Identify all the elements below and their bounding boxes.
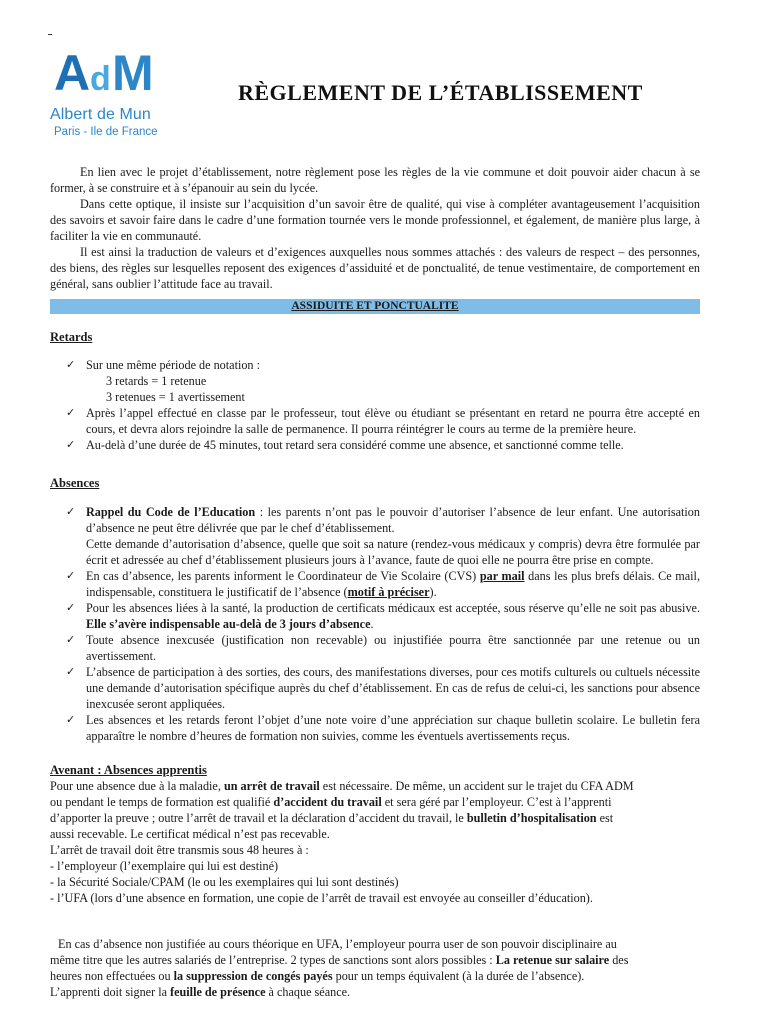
- emphasis: Elle s’avère indispensable au-delà de 3 jours d’absence: [86, 617, 371, 631]
- text-span: ou pendant le temps de formation est qualifié: [50, 795, 274, 809]
- adm-logo-mark: [54, 42, 170, 102]
- text-span: heures non effectuées ou: [50, 969, 174, 983]
- text-span: est: [596, 811, 614, 825]
- scan-mark: [48, 34, 52, 35]
- text-line: [50, 968, 700, 984]
- list-item-text: [86, 600, 700, 632]
- logo-letter-a: A: [54, 45, 91, 101]
- text-span: : les parents n’ont pas le pouvoir d’autoriser l’absence de leur enfant. Une autorisation d’absence ne peut être délivrée que par le chef d’établissement.: [86, 505, 700, 535]
- checkmark-icon: ✓: [66, 569, 76, 582]
- absences-heading: Absences: [50, 476, 100, 490]
- section-banner-label: ASSIDUITE ET PONCTUALITE: [291, 300, 459, 312]
- text-span: des: [609, 953, 629, 967]
- checkmark-icon: ✓: [66, 665, 76, 678]
- list-item-text: [86, 568, 700, 600]
- text-line: [50, 984, 700, 1000]
- code-education-label: Rappel du Code de l’Education: [86, 505, 256, 519]
- text-span: pour un temps équivalent (à la durée de l’absence).: [332, 969, 585, 983]
- absences-list: [66, 504, 700, 744]
- list-item-text: Toute absence inexcusée (justification non recevable) ou injustifiée pourra être sanctionnée par une retenue ou un avertissement.: [86, 633, 700, 663]
- checkmark-icon: ✓: [66, 633, 76, 646]
- text-span: .: [370, 617, 374, 631]
- list-item-text: Sur une même période de notation :: [86, 358, 260, 372]
- sub-item: 3 retards = 1 retenue: [106, 374, 207, 388]
- checkmark-icon: ✓: [66, 358, 76, 371]
- list-item-text: Au-delà d’une durée de 45 minutes, tout retard sera considéré comme une absence, et sanctionné comme telle.: [86, 438, 624, 452]
- text-span: d’apporter la preuve ; outre l’arrêt de travail et la déclaration d’accident du travail, le: [50, 811, 467, 825]
- list-item-text: [86, 504, 700, 536]
- checkmark-icon: ✓: [66, 438, 76, 451]
- text-line: - la Sécurité Sociale/CPAM (le ou les exemplaires qui lui sont destinés): [50, 875, 399, 889]
- text-span: dans les plus brefs délais. Ce mail, indispensable, constituera le justificatif de l’absence (: [86, 569, 700, 599]
- intro-paragraph: Dans cette optique, il insiste sur l’acquisition d’un savoir être de qualité, qui vise à compléter avantageusement l’acquisition des savoirs et savoir faire dans le cadre d’une formation tournée vers le monde professionnel, et également, de manière plus large, à faciliter la vie en communauté.: [50, 197, 700, 243]
- text-line: L’arrêt de travail doit être transmis sous 48 heures à :: [50, 843, 309, 857]
- text-span: même titre que les autres salariés de l’entreprise. 2 types de sanctions sont alors possibles :: [50, 953, 496, 967]
- text-span: à chaque séance.: [265, 985, 351, 999]
- logo-name: Albert de Mun: [50, 106, 151, 123]
- checkmark-icon: ✓: [66, 406, 76, 419]
- page-title: RÈGLEMENT DE L’ÉTABLISSEMENT: [238, 80, 643, 105]
- intro-text: [50, 164, 700, 292]
- emphasis: la suppression de congés payés: [173, 969, 333, 983]
- avenant-heading: Avenant : Absences apprentis: [50, 763, 207, 777]
- text-span: En cas d’absence, les parents informent le Coordinateur de Vie Scolaire (CVS): [86, 569, 480, 583]
- text-span: est nécessaire. De même, un accident sur le trajet du CFA ADM: [319, 779, 634, 793]
- text-line: - l’employeur (l’exemplaire qui lui est destiné): [50, 859, 279, 873]
- checkmark-icon: ✓: [66, 601, 76, 614]
- adm-logo: [50, 42, 175, 147]
- text-span: Pour une absence due à la maladie,: [50, 779, 224, 793]
- text-line: [50, 794, 700, 810]
- checkmark-icon: ✓: [66, 713, 76, 726]
- logo-subtitle: Paris - Ile de France: [54, 126, 158, 138]
- list-item-text: Les absences et les retards feront l’objet d’une note voire d’une appréciation sur chaque bulletin scolaire. Le bulletin fera apparaître le nombre d’heures de formation non suivies, comme les éventuels avertissements reçus.: [86, 713, 700, 743]
- text-span: Pour les absences liées à la santé, la production de certificats médicaux est acceptée, sous réserve qu’elle ne soit pas abusive.: [86, 601, 700, 615]
- checkmark-icon: ✓: [66, 505, 76, 518]
- emphasis: La retenue sur salaire: [495, 953, 610, 967]
- list-item-text: L’absence de participation à des sorties, des cours, des manifestations diverses, pour ces motifs culturels ou cultuels nécessite une demande d’autorisation spécifique auprès du chef d’établissement. En cas de refus de celui-ci, les sanctions pour absence inexcusée seront appliquées.: [86, 665, 700, 711]
- emphasis: par mail: [479, 569, 525, 583]
- apprentice-sanctions: [50, 936, 700, 1000]
- list-item: [66, 664, 700, 712]
- text-line: [50, 810, 700, 826]
- text-line: [50, 778, 700, 794]
- emphasis: feuille de présence: [170, 985, 266, 999]
- list-item: [66, 632, 700, 664]
- text-line: aussi recevable. Le certificat médical n’est pas recevable.: [50, 827, 330, 841]
- section-banner: [50, 299, 700, 314]
- sub-item: 3 retenues = 1 avertissement: [106, 390, 245, 404]
- list-item: [66, 405, 700, 437]
- text-span: ).: [429, 585, 437, 599]
- emphasis: un arrêt de travail: [223, 779, 320, 793]
- list-item-text: Cette demande d’autorisation d’absence, quelle que soit sa nature (rendez-vous médicaux y compris) devra être formulée par écrit et adressée au chef d’établissement plusieurs jours à l’avance, faute de quoi elle ne pourra être prise en compte.: [86, 537, 700, 567]
- emphasis: motif à préciser: [347, 585, 430, 599]
- sub-list: [86, 373, 700, 405]
- list-item: [66, 504, 700, 568]
- list-item: [66, 568, 700, 600]
- logo-letter-m: M: [112, 45, 154, 101]
- logo-letter-d: d: [90, 60, 111, 98]
- list-item: [66, 600, 700, 632]
- text-line: - l’UFA (lors d’une absence en formation, une copie de l’arrêt de travail est envoyée au conseiller d’éducation).: [50, 891, 593, 905]
- text-line: En cas d’absence non justifiée au cours théorique en UFA, l’employeur pourra user de son pouvoir disciplinaire au: [58, 937, 617, 951]
- emphasis: bulletin d’hospitalisation: [466, 811, 597, 825]
- text-span: et sera géré par l’employeur. C’est à l’apprenti: [381, 795, 612, 809]
- avenant-section: [50, 762, 700, 906]
- emphasis: d’accident du travail: [273, 795, 382, 809]
- intro-paragraph: En lien avec le projet d’établissement, notre règlement pose les règles de la vie commune et doit pouvoir aider chacun à se former, à se construire et à s’épanouir au sein du lycée.: [50, 165, 700, 195]
- text-span: L’apprenti doit signer la: [50, 985, 171, 999]
- text-line: [50, 952, 700, 968]
- list-item: [66, 357, 700, 405]
- intro-paragraph: Il est ainsi la traduction de valeurs et d’exigences auxquelles nous sommes attachés : des valeurs de respect – des personnes, des biens, des règles sur lesquelles reposent des exigences d’assiduité et de ponctualité, de tenue vestimentaire, de comportement en général, sans oublier l’attitude face au travail.: [50, 245, 700, 291]
- list-item: [66, 712, 700, 744]
- retards-heading: Retards: [50, 330, 93, 344]
- list-item-text: Après l’appel effectué en classe par le professeur, tout élève ou étudiant se présentant en retard ne pourra être accepté en cours, et devra alors rejoindre la salle de permanence. Il pourra réintégrer le cours au terme de la première heure.: [86, 406, 700, 436]
- list-item: [66, 437, 700, 453]
- retards-list: [66, 357, 700, 453]
